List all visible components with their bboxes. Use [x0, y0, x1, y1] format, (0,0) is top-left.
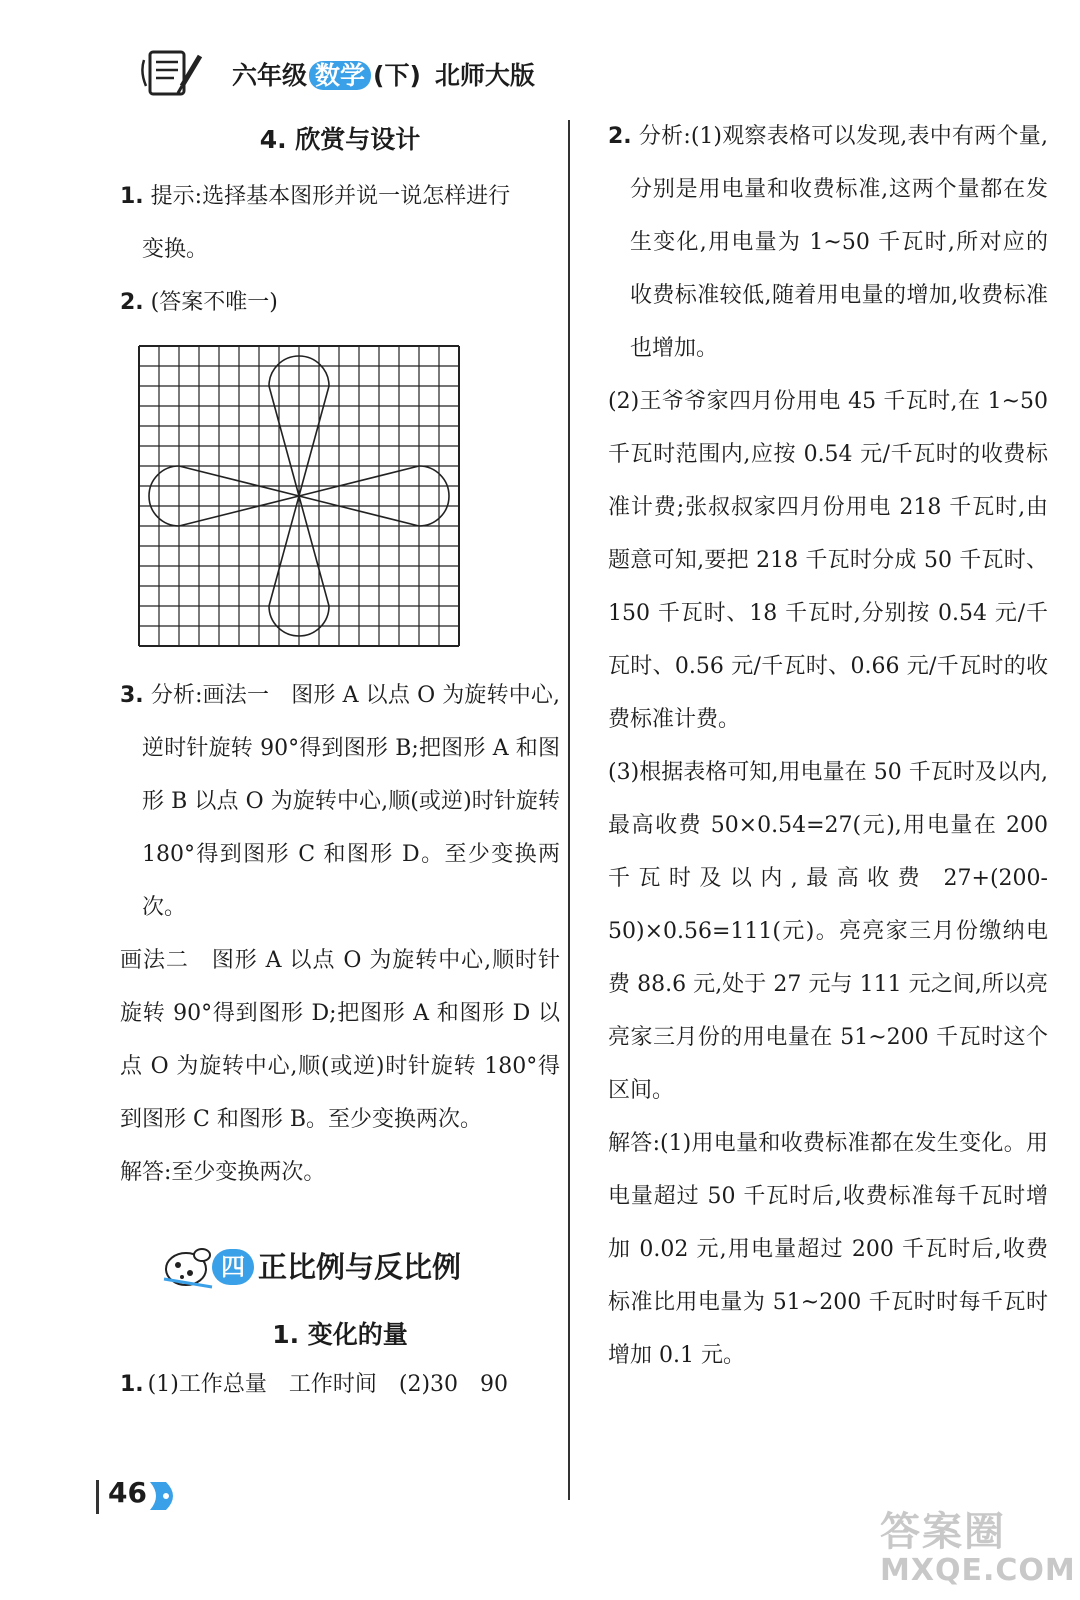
question-3-method-1: 3. 分析:画法一 图形 A 以点 O 为旋转中心,逆时针旋转 90°得到图形 B;把图形 A 和图形 B 以点 O 为旋转中心,顺(或逆)时针旋转 180°得到图形 C 和图形 D。至少变换两次。	[120, 683, 560, 920]
question-1: 1. 提示:选择基本图形并说一说怎样进行	[120, 184, 511, 209]
left-column	[120, 110, 560, 1405]
page-number: 46	[96, 1476, 196, 1516]
petal-line	[299, 386, 329, 496]
chapter-heading	[120, 1235, 560, 1305]
chapter-title: 正比例与反比例	[258, 1250, 462, 1284]
section-title-appreciate-design: 4. 欣赏与设计	[259, 125, 421, 154]
page-tab-icon	[148, 1480, 182, 1512]
watermark: 答案圈 MXQE.COM	[880, 1509, 1076, 1588]
question-3-answer: 解答:至少变换两次。	[120, 1160, 326, 1185]
section-title-changing-quantities: 1. 变化的量	[272, 1320, 408, 1349]
answer-1: 1. (1)工作总量 工作时间 (2)30 90	[120, 1372, 509, 1397]
term-label: (下)	[373, 61, 421, 90]
notebook-pencil-icon	[140, 46, 206, 100]
grade-label: 六年级	[232, 61, 308, 90]
dalmatian-mascot-icon	[158, 1239, 218, 1291]
chapter-number-badge: 四	[212, 1249, 254, 1285]
flower-grid-figure	[138, 345, 460, 657]
right-column	[608, 110, 1048, 1382]
question-1-cont: 变换。	[142, 237, 209, 262]
book-title	[232, 56, 535, 92]
subject-badge: 数学	[309, 61, 371, 90]
petal-line	[269, 386, 299, 496]
grid-drawing	[138, 345, 460, 657]
question-2-analysis-3: (3)根据表格可知,用电量在 50 千瓦时及以内,最高收费 50×0.54=27(元),用电量在 200 千瓦时及以内,最高收费 27+(200-50)×0.56=111(元)。亮亮家三月份缴纳电费 88.6 元,处于 27 元与 111 元之间,所以亮亮家三月份的用电量在 51~200 千瓦时这个区间。	[608, 760, 1048, 1103]
question-2-analysis-2: (2)王爷爷家四月份用电 45 千瓦时,在 1~50 千瓦时范围内,应按 0.54 元/千瓦时的收费标准计费;张叔叔家四月份用电 218 千瓦时,由题意可知,要把 218 千瓦时分成 50 千瓦时、150 千瓦时、18 千瓦时,分别按 0.54 元/千瓦时、0.56 元/千瓦时、0.66 元/千瓦时的收费标准计费。	[608, 389, 1048, 732]
question-3-method-2: 画法二 图形 A 以点 O 为旋转中心,顺时针旋转 90°得到图形 D;把图形 A 和图形 D 以点 O 为旋转中心,顺(或逆)时针旋转 180°得到图形 C 和图形 B。至少变换两次。	[120, 948, 561, 1132]
edition-label: 北师大版	[434, 61, 535, 90]
question-2: 2. (答案不唯一)	[120, 290, 278, 315]
petal-arc-right	[419, 466, 449, 526]
petal-line	[269, 496, 299, 606]
question-2-analysis-1: 2. 分析:(1)观察表格可以发现,表中有两个量,分别是用电量和收费标准,这两个量都在发生变化,用电量为 1~50 千瓦时,所对应的收费标准较低,随着用电量的增加,收费标准也增加。	[608, 124, 1048, 361]
column-divider	[568, 120, 570, 1500]
page-header	[140, 46, 610, 106]
petal-line	[299, 496, 329, 606]
question-2-answer: 解答:(1)用电量和收费标准都在发生变化。用电量超过 50 千瓦时后,收费标准每千瓦时增加 0.02 元,用电量超过 200 千瓦时后,收费标准比用电量为 51~200 千瓦时时每千瓦时增加 0.1 元。	[608, 1131, 1048, 1368]
petal-arc-left	[149, 466, 179, 526]
